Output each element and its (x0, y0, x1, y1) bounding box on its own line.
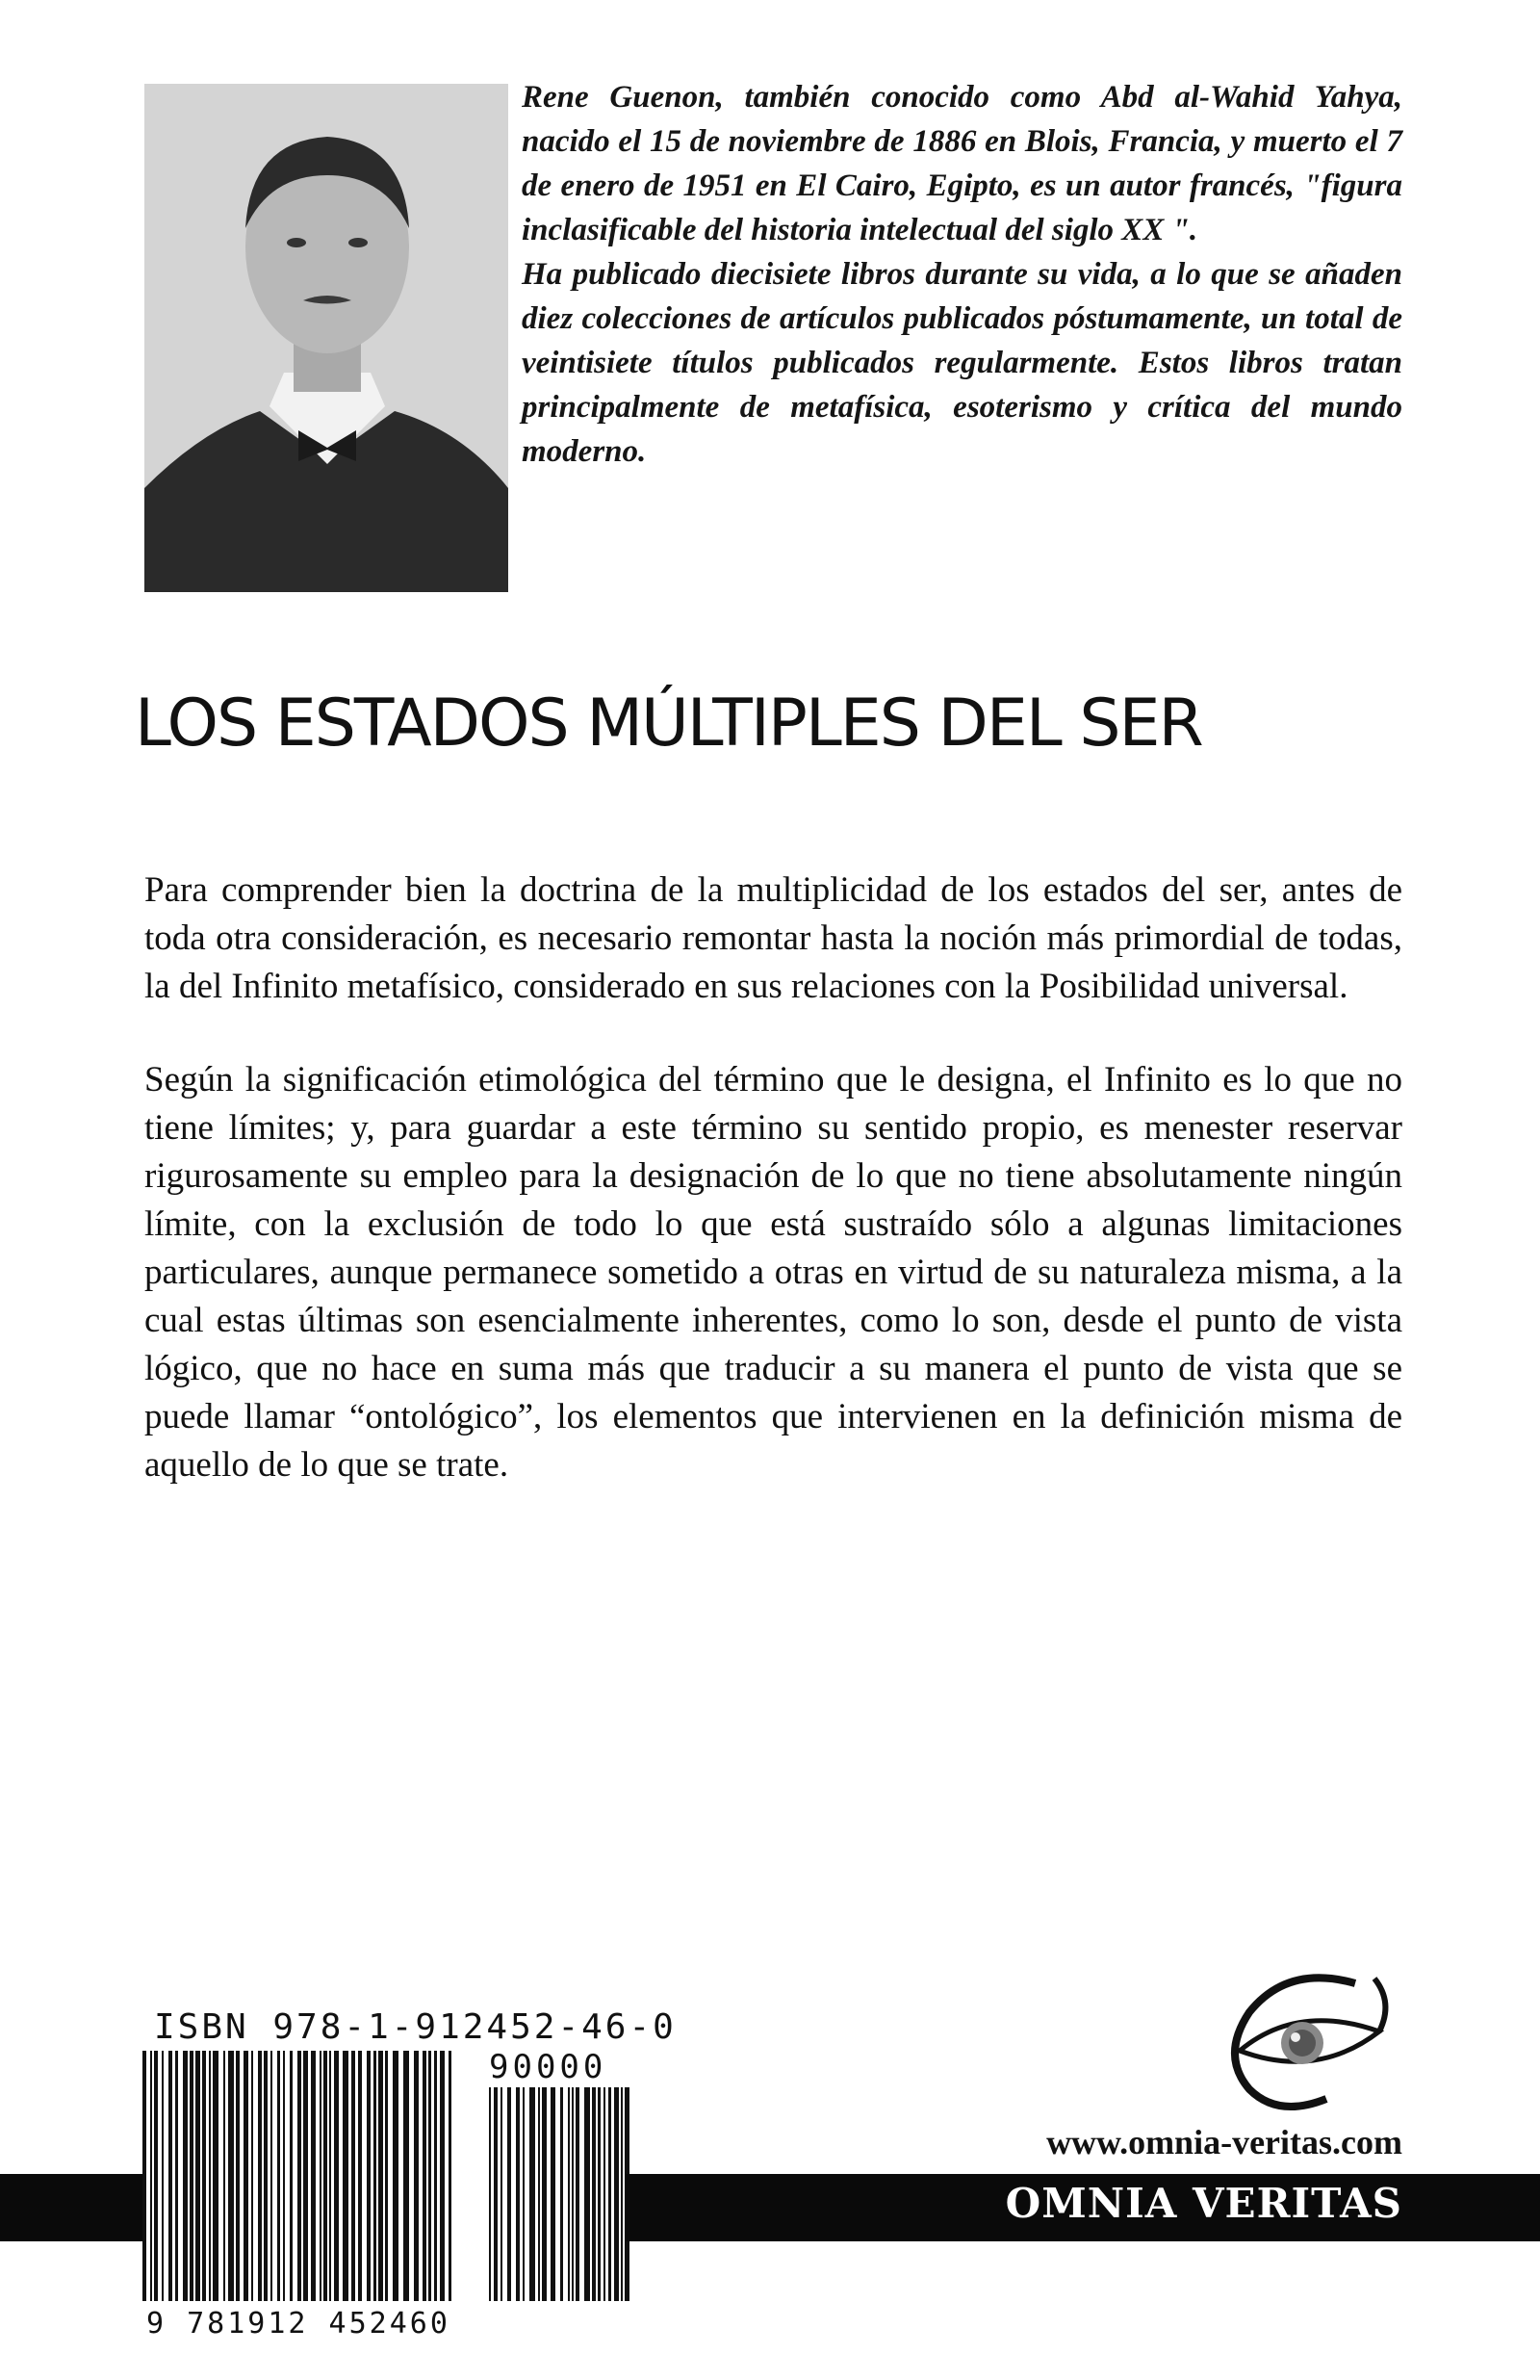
barcode-bar (428, 2051, 431, 2301)
barcode-bar (373, 2051, 376, 2301)
addon-barcode-bar (551, 2087, 555, 2301)
addon-barcode-bar (621, 2087, 623, 2301)
barcode-bar (228, 2051, 234, 2301)
barcode-bar (434, 2051, 437, 2301)
addon-barcode-bar (572, 2087, 574, 2301)
barcode-bar (154, 2051, 158, 2301)
addon-barcode-bar (489, 2087, 491, 2301)
barcode-bar (403, 2051, 409, 2301)
barcode-bar (290, 2051, 293, 2301)
barcode-bar (323, 2051, 327, 2301)
description-paragraph-1: Para comprender bien la doctrina de la multiplicidad de los estados del ser, antes de toda otra consideración, es necesario remontar hasta la noción más primordial de todas, la del Infinito metafísico, considerado en sus relaciones con la Posibilidad universal. (144, 870, 1402, 1006)
barcode-bar (297, 2051, 301, 2301)
barcode-bar (213, 2051, 218, 2301)
addon-barcode-bar (608, 2087, 611, 2301)
barcode-bar (183, 2051, 188, 2301)
addon-barcode-bar (529, 2087, 535, 2301)
barcode-bar (277, 2051, 280, 2301)
addon-barcode-bar (576, 2087, 579, 2301)
addon-barcode-bar (568, 2087, 570, 2301)
barcode-bar (209, 2051, 211, 2301)
barcode-bar (320, 2051, 321, 2301)
price-code: 90000 (489, 2048, 607, 2086)
description-paragraph-2: Según la significación etimológica del término que le designa, el Infinito es lo que no tiene límites; y, para guardar a este término su sentido propio, es menester reservar rigurosamente su empleo para la designación de lo que no tiene absolutamente ningún límite, con la exclusión de todo lo que está sustraído sólo a algunas limitaciones particulares, aunque permanece sometido a otras en virtud de su naturaleza misma, a la cual estas últimas son esencialmente inherentes, como lo son, desde el punto de vista lógico, que no hace en suma más que traducir a su manera el punto de vista que se puede llamar “ontológico”, los elementos que intervienen en la definición misma de aquello de lo que se trate. (144, 1060, 1402, 1485)
barcode-bar (343, 2051, 348, 2301)
barcode-bar (334, 2051, 339, 2301)
barcode-bar (142, 2051, 146, 2301)
publisher-brand: OMNIA VERITAS (1005, 2180, 1402, 2227)
addon-barcode-bar (584, 2087, 590, 2301)
barcode-bar (195, 2051, 200, 2301)
addon-barcode-bar (494, 2087, 498, 2301)
barcode-bar (440, 2051, 445, 2301)
barcode-bar (385, 2051, 388, 2301)
addon-barcode-bar (614, 2087, 619, 2301)
barcode-bar (258, 2051, 262, 2301)
barcode-bar (449, 2051, 451, 2301)
addon-barcode-bar (523, 2087, 525, 2301)
publisher-website[interactable]: www.omnia-veritas.com (1046, 2123, 1402, 2161)
book-title: LOS ESTADOS MÚLTIPLES DEL SER (135, 686, 1202, 762)
barcode-bar (202, 2051, 206, 2301)
addon-barcode-bar (598, 2087, 601, 2301)
barcode-bar (150, 2051, 152, 2301)
addon-barcode-bar (500, 2087, 502, 2301)
barcode-bar (367, 2051, 371, 2301)
barcode-bar (162, 2051, 164, 2301)
barcode-bar (358, 2051, 362, 2301)
barcode-bar (251, 2051, 253, 2301)
addon-barcode-bar (516, 2087, 520, 2301)
barcode-bar (351, 2051, 355, 2301)
footer-bar-left (0, 2174, 142, 2241)
bio-paragraph-1: Rene Guenon, también conocido como Abd al-Wahid Yahya, nacido el 15 de noviembre de 1886 en Blois, Francia, y muerto el 7 de enero de 1951 en El Cairo, Egipto, es un autor francés, "figura inclasificable del historia intelectual del siglo XX ". (522, 80, 1402, 247)
addon-barcode-bar (560, 2087, 563, 2301)
isbn-label: ISBN 978-1-912452-46-0 (154, 2007, 677, 2047)
barcode-bar (311, 2051, 316, 2301)
barcode-bar (236, 2051, 240, 2301)
barcode-bar (423, 2051, 426, 2301)
eye-logo-icon (1211, 1964, 1403, 2118)
book-description (144, 867, 1402, 1535)
barcode-bar (329, 2051, 331, 2301)
barcode-bar (283, 2051, 285, 2301)
barcode-bar (270, 2051, 272, 2301)
barcode-bar (393, 2051, 398, 2301)
barcode-bar (378, 2051, 383, 2301)
barcode-bar (414, 2051, 419, 2301)
barcode-bar (175, 2051, 178, 2301)
addon-barcode-bar (603, 2087, 605, 2301)
addon-barcode-bar (542, 2087, 547, 2301)
barcode-digits: 9 781912 452460 (142, 2307, 454, 2341)
barcode-bar (303, 2051, 308, 2301)
addon-barcode-bar (507, 2087, 511, 2301)
addon-barcode-bar (538, 2087, 540, 2301)
barcode-bar (223, 2051, 225, 2301)
barcode-bar (168, 2051, 172, 2301)
author-bio (522, 75, 1402, 474)
barcode-bar (244, 2051, 248, 2301)
barcode-bar (190, 2051, 193, 2301)
author-portrait (144, 84, 508, 592)
barcode-bar (264, 2051, 268, 2301)
addon-barcode-bar (592, 2087, 596, 2301)
bio-paragraph-2: Ha publicado diecisiete libros durante su vida, a lo que se añaden diez colecciones de artículos publicados póstumamente, un total de veintisiete títulos publicados regularmente. Estos libros tratan principalmente de metafísica, esoterismo y crítica del mundo moderno. (522, 257, 1402, 469)
